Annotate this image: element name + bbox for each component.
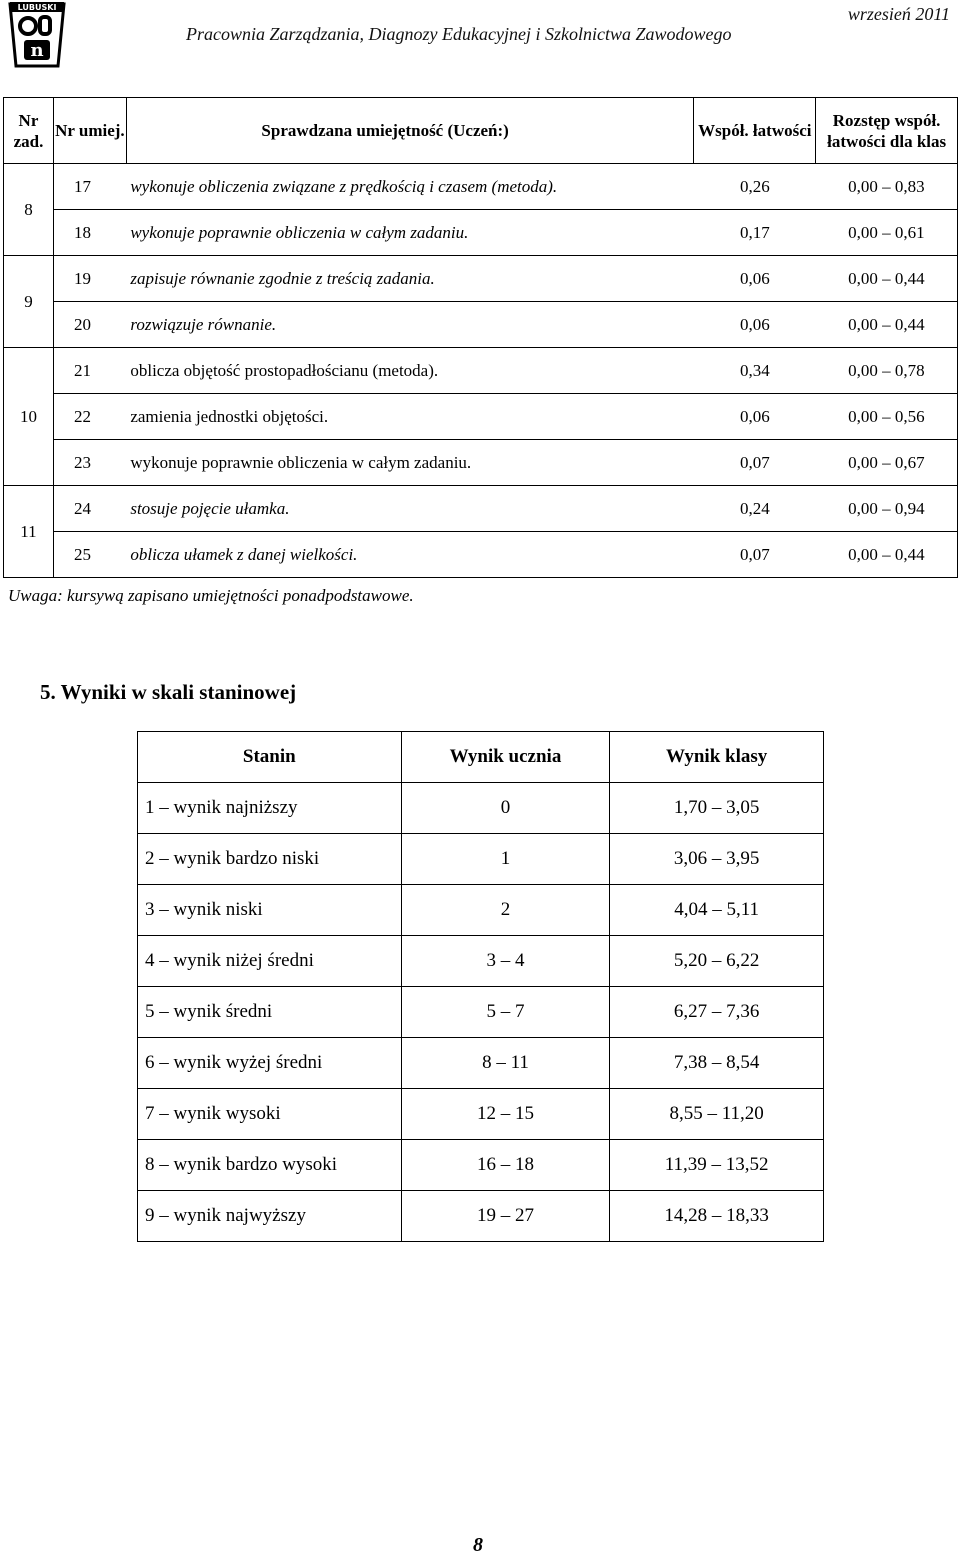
- skill-description: oblicza objętość prostopadłościanu (metoda).: [126, 348, 694, 394]
- student-result: 12 – 15: [401, 1089, 610, 1140]
- skill-row: [4, 302, 958, 348]
- ease-range: 0,00 – 0,44: [816, 532, 958, 578]
- stanin-label: 6 – wynik wyżej średni: [138, 1038, 402, 1089]
- header-title: Pracownia Zarządzania, Diagnozy Edukacyjnej i Szkolnictwa Zawodowego: [186, 24, 732, 44]
- svg-text:n: n: [30, 40, 44, 61]
- ease-range: 0,00 – 0,83: [816, 164, 958, 210]
- student-result: 3 – 4: [401, 936, 610, 987]
- header-range-text: Rozstęp współ. łatwości dla klas: [827, 110, 947, 151]
- stanin-table: [137, 731, 824, 1242]
- class-result: 14,28 – 18,33: [610, 1191, 824, 1242]
- skill-row: [4, 164, 958, 210]
- header-skill: [126, 98, 694, 164]
- stanin-row: [138, 885, 824, 936]
- stanin-label: 5 – wynik średni: [138, 987, 402, 1038]
- student-result: 16 – 18: [401, 1140, 610, 1191]
- class-result: 7,38 – 8,54: [610, 1038, 824, 1089]
- header-wsp-text: Współ. łatwości: [698, 121, 812, 140]
- stanin-header-student: Wynik ucznia: [401, 732, 610, 783]
- skill-row: [4, 532, 958, 578]
- stanin-row: [138, 987, 824, 1038]
- task-number: 8: [4, 164, 54, 256]
- page-number: 8: [473, 1534, 483, 1556]
- ease-range: 0,00 – 0,61: [816, 210, 958, 256]
- student-result: 1: [401, 834, 610, 885]
- ease-coefficient: 0,06: [694, 256, 816, 302]
- skill-row: [4, 486, 958, 532]
- stanin-row: [138, 1038, 824, 1089]
- skills-table: [3, 97, 958, 578]
- section-title: 5. Wyniki w skali staninowej: [40, 680, 297, 704]
- student-result: 2: [401, 885, 610, 936]
- ease-coefficient: 0,07: [694, 440, 816, 486]
- stanin-header-stanin: Stanin: [138, 732, 402, 783]
- stanin-row: [138, 1089, 824, 1140]
- header-date: wrzesień 2011: [847, 4, 950, 24]
- class-result: 4,04 – 5,11: [610, 885, 824, 936]
- header-nr-umiej: [53, 98, 126, 164]
- header-nr-umiej-text: Nr umiej.: [55, 121, 125, 140]
- task-number: 9: [4, 256, 54, 348]
- skills-body: [4, 164, 958, 578]
- stanin-label: 9 – wynik najwyższy: [138, 1191, 402, 1242]
- italic-note: Uwaga: kursywą zapisano umiejętności ponadpodstawowe.: [8, 586, 414, 605]
- stanin-label: 4 – wynik niżej średni: [138, 936, 402, 987]
- student-result: 5 – 7: [401, 987, 610, 1038]
- skill-row: [4, 256, 958, 302]
- stanin-label: 8 – wynik bardzo wysoki: [138, 1140, 402, 1191]
- stanin-row: [138, 783, 824, 834]
- ease-coefficient: 0,17: [694, 210, 816, 256]
- student-result: 19 – 27: [401, 1191, 610, 1242]
- class-result: 8,55 – 11,20: [610, 1089, 824, 1140]
- skill-description: wykonuje poprawnie obliczenia w całym zadaniu.: [126, 440, 694, 486]
- skill-description: oblicza ułamek z danej wielkości.: [126, 532, 694, 578]
- ease-coefficient: 0,34: [694, 348, 816, 394]
- stanin-body: [138, 783, 824, 1242]
- stanin-header-class: Wynik klasy: [610, 732, 824, 783]
- stanin-row: [138, 1191, 824, 1242]
- lubuski-logo: [6, 0, 68, 70]
- skill-description: zapisuje równanie zgodnie z treścią zadania.: [126, 256, 694, 302]
- ease-range: 0,00 – 0,94: [816, 486, 958, 532]
- stanin-row: [138, 1140, 824, 1191]
- stanin-row: [138, 936, 824, 987]
- ease-coefficient: 0,06: [694, 394, 816, 440]
- class-result: 6,27 – 7,36: [610, 987, 824, 1038]
- skill-description: stosuje pojęcie ułamka.: [126, 486, 694, 532]
- header-skill-text: Sprawdzana umiejętność (Uczeń:): [261, 121, 509, 140]
- ease-range: 0,00 – 0,44: [816, 302, 958, 348]
- ease-range: 0,00 – 0,44: [816, 256, 958, 302]
- skill-number: 24: [53, 486, 126, 532]
- skill-description: wykonuje obliczenia związane z prędkością i czasem (metoda).: [126, 164, 694, 210]
- skill-description: rozwiązuje równanie.: [126, 302, 694, 348]
- ease-range: 0,00 – 0,78: [816, 348, 958, 394]
- class-result: 3,06 – 3,95: [610, 834, 824, 885]
- skill-description: zamienia jednostki objętości.: [126, 394, 694, 440]
- skill-number: 17: [53, 164, 126, 210]
- ease-range: 0,00 – 0,56: [816, 394, 958, 440]
- ease-coefficient: 0,26: [694, 164, 816, 210]
- header-wsp: [694, 98, 816, 164]
- skill-number: 23: [53, 440, 126, 486]
- task-number: 11: [4, 486, 54, 578]
- skill-row: [4, 394, 958, 440]
- class-result: 11,39 – 13,52: [610, 1140, 824, 1191]
- skill-number: 19: [53, 256, 126, 302]
- ease-coefficient: 0,06: [694, 302, 816, 348]
- stanin-label: 1 – wynik najniższy: [138, 783, 402, 834]
- skill-row: [4, 440, 958, 486]
- stanin-row: [138, 834, 824, 885]
- task-number: 10: [4, 348, 54, 486]
- student-result: 0: [401, 783, 610, 834]
- ease-range: 0,00 – 0,67: [816, 440, 958, 486]
- class-result: 1,70 – 3,05: [610, 783, 824, 834]
- skill-number: 20: [53, 302, 126, 348]
- ease-coefficient: 0,24: [694, 486, 816, 532]
- header-nr-zad-text: Nr zad.: [13, 110, 44, 151]
- skill-description: wykonuje poprawnie obliczenia w całym zadaniu.: [126, 210, 694, 256]
- svg-text:LUBUSKI: LUBUSKI: [17, 3, 57, 12]
- skill-row: [4, 348, 958, 394]
- header-range: [816, 98, 958, 164]
- skill-number: 25: [53, 532, 126, 578]
- header-nr-zad: [4, 98, 54, 164]
- stanin-label: 3 – wynik niski: [138, 885, 402, 936]
- skill-row: [4, 210, 958, 256]
- stanin-label: 7 – wynik wysoki: [138, 1089, 402, 1140]
- student-result: 8 – 11: [401, 1038, 610, 1089]
- ease-coefficient: 0,07: [694, 532, 816, 578]
- skill-number: 18: [53, 210, 126, 256]
- skill-number: 22: [53, 394, 126, 440]
- skill-number: 21: [53, 348, 126, 394]
- stanin-label: 2 – wynik bardzo niski: [138, 834, 402, 885]
- class-result: 5,20 – 6,22: [610, 936, 824, 987]
